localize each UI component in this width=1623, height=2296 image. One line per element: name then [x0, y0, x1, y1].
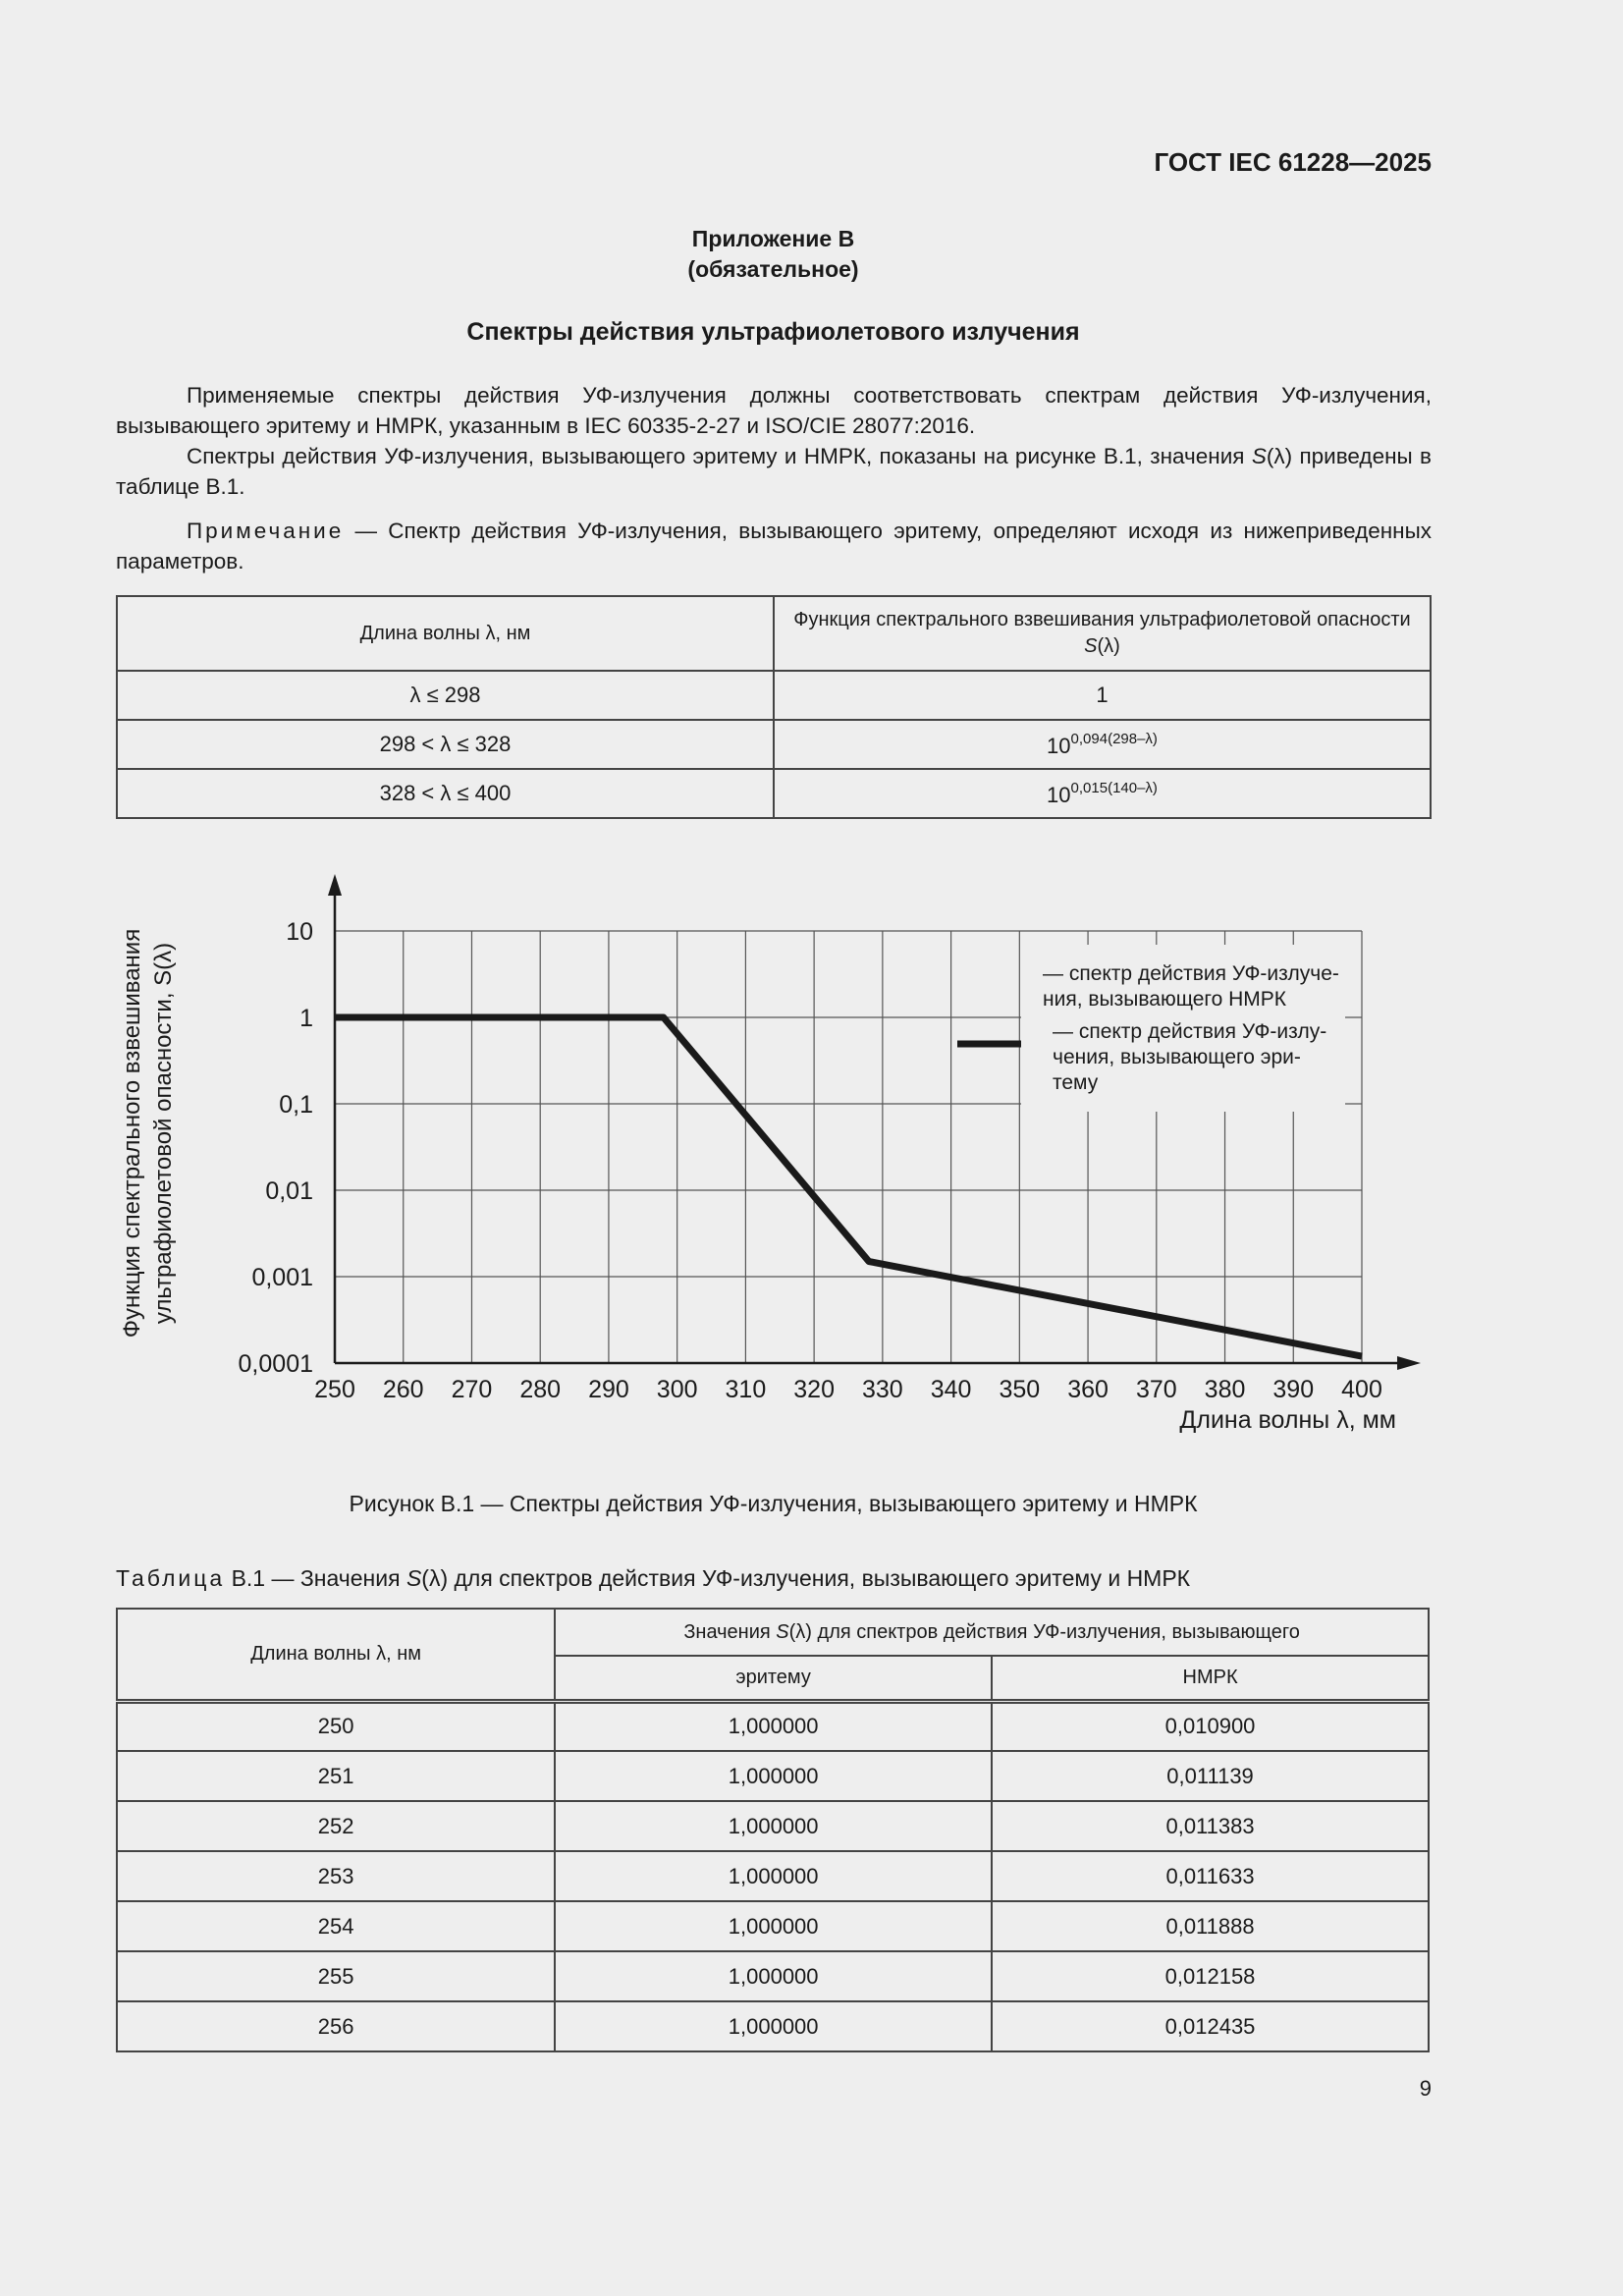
note-label: Примечание — [187, 519, 345, 543]
formula-exponent: 0,015(140–λ) — [1070, 779, 1158, 796]
nmsc-cell: 0,012435 — [992, 2001, 1429, 2051]
paragraph-1: Применяемые спектры действия УФ-излучения должны соответствовать спектрам действия УФ-излучения, вызывающего эритему и НМРК, указанным в IEC 60335-2-27 и ISO/CIE 28077:2016. — [116, 383, 1432, 438]
wavelength-cell: 256 — [117, 2001, 555, 2051]
s-symbol: S — [776, 1620, 789, 1643]
y-axis-label-line1: Функция спектрального взвешивания — [119, 928, 145, 1339]
x-tick-label: 250 — [314, 1376, 355, 1403]
y-tick-label: 10 — [286, 918, 313, 946]
erythema-cell: 1,000000 — [555, 2001, 992, 2051]
header-erythema: эритему — [555, 1656, 992, 1701]
table-header-row — [117, 1609, 1429, 1656]
x-tick-label: 380 — [1204, 1376, 1246, 1403]
x-tick-label: 290 — [588, 1376, 629, 1403]
y-axis-label — [119, 929, 177, 1338]
document-code: ГОСТ IEC 61228—2025 — [1154, 147, 1432, 177]
formula-base: 10 — [1047, 733, 1071, 758]
legend-text: — спектр действия УФ-излу- — [1053, 1020, 1327, 1043]
y-tick-label: 0,001 — [251, 1264, 313, 1291]
legend-text: тему — [1053, 1071, 1099, 1094]
erythema-cell: 1,000000 — [555, 1701, 992, 1751]
wavelength-cell: 253 — [117, 1851, 555, 1901]
wavelength-cell: 255 — [117, 1951, 555, 2001]
wavelength-cell: 252 — [117, 1801, 555, 1851]
erythema-cell: 1,000000 — [555, 1951, 992, 2001]
y-axis-label-line2: ультрафиолетовой опасности, S(λ) — [150, 942, 177, 1325]
paragraph-2-text-b: приведены в таблице В.1. — [116, 444, 1432, 499]
note-text: — Спектр действия УФ-излучения, вызывающего эритему, определяют исходя из нижеприведенных параметров. — [116, 519, 1432, 574]
paragraph-2-text-a: Спектры действия УФ-излучения, вызывающего эритему и НМРК, показаны на рисунке В.1, значения — [187, 444, 1252, 468]
erythema-cell: 1,000000 — [555, 1801, 992, 1851]
header-values-group — [555, 1609, 1429, 1656]
nmsc-cell: 0,010900 — [992, 1701, 1429, 1751]
table-row — [117, 1701, 1429, 1751]
formula-base: 1 — [1096, 683, 1109, 707]
x-tick-label: 320 — [793, 1376, 835, 1403]
table-row — [117, 2001, 1429, 2051]
erythema-cell: 1,000000 — [555, 1751, 992, 1801]
formula-exponent: 0,094(298–λ) — [1070, 730, 1158, 747]
appendix-label: Приложение В — [691, 226, 855, 251]
header-nmsc: НМРК — [992, 1656, 1429, 1701]
values-table-body — [117, 1701, 1429, 2051]
lambda-symbol: (λ) — [1266, 444, 1293, 468]
y-axis-arrow — [328, 874, 342, 896]
header-text: Функция спектрального взвешивания ультрафиолетовой опасности — [793, 609, 1411, 630]
s-symbol: S — [1251, 444, 1267, 468]
range-cell: λ ≤ 298 — [117, 671, 774, 720]
s-symbol: S — [1084, 635, 1098, 657]
x-axis-label: Длина волны λ, мм — [1179, 1406, 1396, 1434]
x-tick-label: 340 — [930, 1376, 972, 1403]
header-wavelength: Длина волны λ, нм — [117, 596, 774, 671]
x-axis-arrow — [1397, 1356, 1421, 1370]
y-tick-label: 1 — [299, 1005, 313, 1032]
x-tick-label: 280 — [519, 1376, 562, 1403]
range-cell: 298 < λ ≤ 328 — [117, 720, 774, 769]
table-caption-text-b: (λ) для спектров действия УФ-излучения, вызывающего эритему и НМРК — [421, 1565, 1191, 1591]
x-tick-label: 390 — [1272, 1376, 1315, 1403]
nmsc-cell: 0,011888 — [992, 1901, 1429, 1951]
chart-legend — [957, 945, 1345, 1112]
table-row — [117, 1801, 1429, 1851]
page-number: 9 — [1419, 2076, 1432, 2101]
legend-text: чения, вызывающего эри- — [1053, 1046, 1301, 1068]
table-caption — [116, 1565, 1190, 1592]
table-row — [117, 1951, 1429, 2001]
x-tick-label: 260 — [382, 1376, 424, 1403]
nmsc-cell: 0,011139 — [992, 1751, 1429, 1801]
appendix-status: (обязательное) — [687, 256, 859, 282]
y-tick-label: 0,01 — [265, 1177, 313, 1205]
figure-caption: Рисунок В.1 — Спектры действия УФ-излучения, вызывающего эритему и НМРК — [349, 1491, 1198, 1516]
erythema-cell: 1,000000 — [555, 1901, 992, 1951]
x-tick-label: 330 — [862, 1376, 903, 1403]
y-tick-label: 0,1 — [279, 1091, 313, 1119]
table-row — [117, 1851, 1429, 1901]
legend-text: ния, вызывающего НМРК — [1043, 988, 1287, 1011]
erythema-cell: 1,000000 — [555, 1851, 992, 1901]
table-caption-label: Таблица — [116, 1565, 226, 1591]
x-tick-label: 360 — [1067, 1376, 1109, 1403]
table-caption-text-a: В.1 — Значения — [225, 1565, 406, 1591]
x-tick-label: 310 — [725, 1376, 767, 1403]
table-row — [117, 1901, 1429, 1951]
wavelength-cell: 250 — [117, 1701, 555, 1751]
nmsc-cell: 0,011383 — [992, 1801, 1429, 1851]
x-tick-label: 400 — [1341, 1376, 1382, 1403]
header-text-b: (λ) для спектров действия УФ-излучения, вызывающего — [788, 1620, 1300, 1643]
range-cell: 328 < λ ≤ 400 — [117, 769, 774, 818]
wavelength-cell: 251 — [117, 1751, 555, 1801]
section-title: Спектры действия ультрафиолетового излучения — [466, 318, 1080, 346]
header-wavelength: Длина волны λ, нм — [117, 1609, 555, 1701]
values-table — [116, 1608, 1430, 2052]
x-tick-label: 350 — [999, 1376, 1041, 1403]
wavelength-cell: 254 — [117, 1901, 555, 1951]
nmsc-cell: 0,012158 — [992, 1951, 1429, 2001]
legend-text: — спектр действия УФ-излуче- — [1043, 962, 1339, 985]
y-tick-label: 0,0001 — [238, 1350, 313, 1378]
x-tick-label: 370 — [1135, 1376, 1177, 1403]
formula-base: 10 — [1047, 782, 1071, 807]
x-tick-label: 270 — [451, 1376, 493, 1403]
s-symbol: S — [406, 1565, 422, 1591]
x-tick-label: 300 — [656, 1376, 698, 1403]
header-text-a: Значения — [683, 1620, 777, 1643]
nmsc-cell: 0,011633 — [992, 1851, 1429, 1901]
lambda-symbol: (λ) — [1097, 635, 1120, 657]
table-row — [117, 1751, 1429, 1801]
